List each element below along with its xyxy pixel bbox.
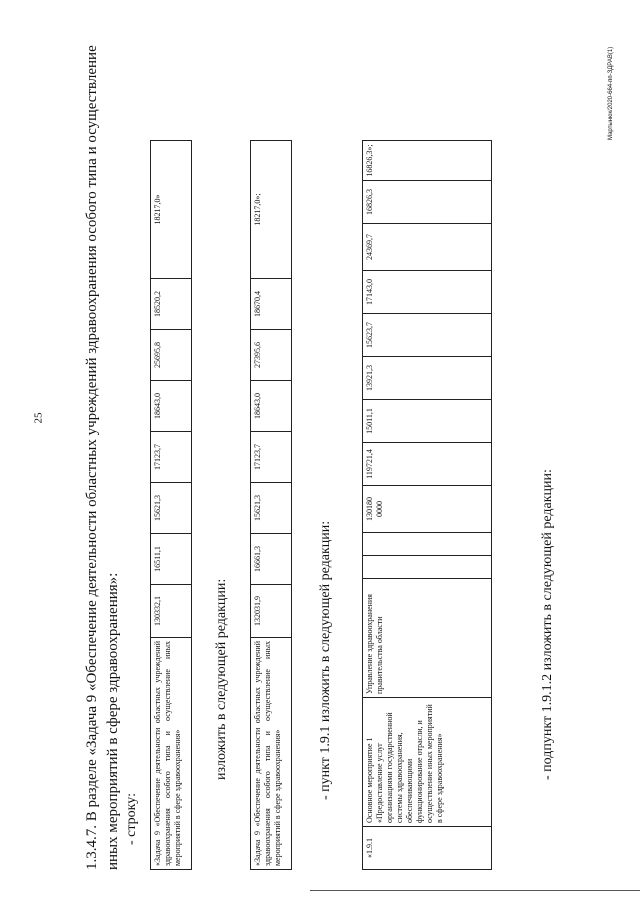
new-value: 18643,0	[251, 381, 292, 432]
new-value: 16661,3	[251, 534, 292, 585]
point-code: «1.9.1	[363, 827, 492, 870]
point-value: 15011,1	[363, 400, 492, 443]
new-value: 18217,0»;	[251, 141, 292, 279]
old-value: 25695,8	[151, 330, 192, 381]
document-id: Мартынюк/2020-664-пп-ЗДРАВ(1)	[608, 46, 614, 140]
new-value: 132031,9	[251, 585, 292, 638]
point-value: 119721,4	[363, 443, 492, 486]
old-value: 18520,2	[151, 279, 192, 330]
new-row-label: «Задача 9 «Обеспечение деятельности областных учреждений здравоохранения особого типа и осуществление иных мероприятий в сфере здравоохранения»	[251, 638, 292, 870]
point-value: 130180 0000	[363, 486, 492, 533]
point-executor: Управление здравоохранения правительства области	[363, 579, 492, 698]
point-value: 16826,3»;	[363, 141, 492, 181]
point-value: 17143,0	[363, 271, 492, 314]
point-empty-cell	[363, 556, 492, 579]
old-value: 15621,3	[151, 483, 192, 534]
new-value: 15621,3	[251, 483, 292, 534]
point-value: 24369,7	[363, 224, 492, 271]
old-row-label: «Задача 9 «Обеспечение деятельности областных учреждений здравоохранения особого типа и осуществление иных мероприятий в сфере здравоохранения»	[151, 638, 192, 870]
old-value: 18217,0»	[151, 141, 192, 279]
rotated-content	[70, 20, 640, 870]
old-value: 18643,0	[151, 381, 192, 432]
point-table	[362, 140, 492, 870]
bottom-rule	[310, 890, 640, 891]
new-value: 17123,7	[251, 432, 292, 483]
old-row-table	[150, 140, 192, 870]
old-value: 16511,1	[151, 534, 192, 585]
point-empty-cell	[363, 533, 492, 556]
page-number: 25	[32, 412, 45, 424]
point-name: Основное мероприятие 1 «Предоставление услуг организациями государственной системы здравоохранения, обеспечивающими функционирование отрасли, и осуществление иных мероприятий в сфере здравоохранения»	[363, 698, 492, 827]
old-value: 130332,1	[151, 585, 192, 638]
old-value: 17123,7	[151, 432, 192, 483]
point-value: 16826,3	[363, 181, 492, 224]
new-row-table	[250, 140, 292, 870]
point-value: 15623,7	[363, 314, 492, 357]
new-value: 18670,4	[251, 279, 292, 330]
section-heading: 1.3.4.7. В разделе «Задача 9 «Обеспечение деятельности областных учреждений здравоохранения особого типа и осуществление иных мероприятий в сфере здравоохранения»:	[84, 45, 121, 870]
new-value: 27395,6	[251, 330, 292, 381]
instruction-point: - пункт 1.9.1 изложить в следующей редакции:	[318, 520, 333, 800]
instruction-subpoint: - подпункт 1.9.1.2 изложить в следующей редакции:	[540, 469, 555, 780]
instruction-row: - строку:	[124, 793, 139, 845]
instruction-edit: изложить в следующей редакции:	[214, 578, 229, 780]
point-value: 13921,3	[363, 357, 492, 400]
